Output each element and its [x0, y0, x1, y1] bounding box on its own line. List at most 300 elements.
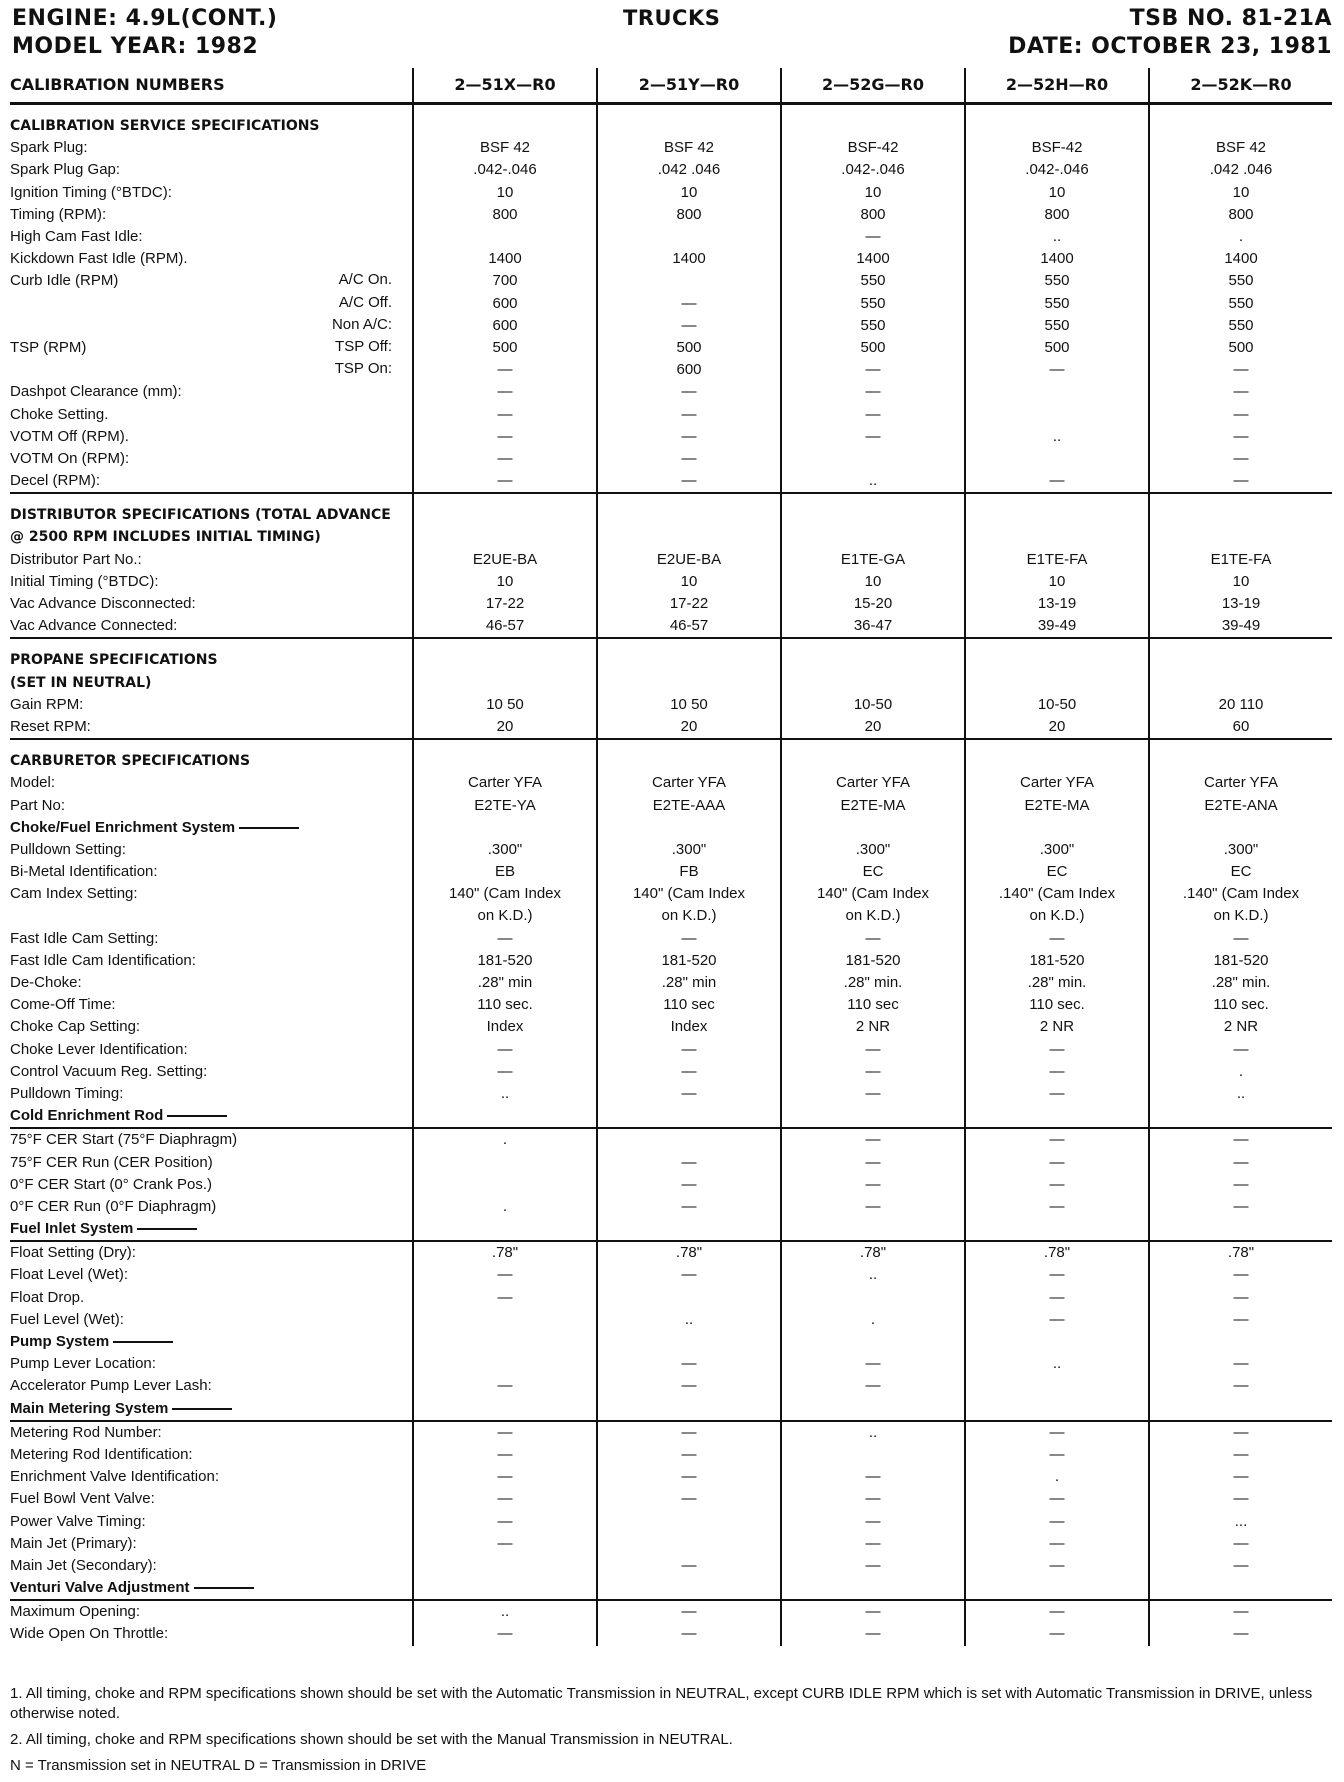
spec-value: — [965, 1287, 1149, 1309]
spec-value [413, 1309, 597, 1331]
spec-label [10, 182, 413, 204]
spec-value: — [781, 1196, 965, 1218]
spec-label-text: Distributor Part No.: [10, 550, 142, 568]
spec-value: — [965, 1510, 1149, 1532]
spec-value: — [965, 470, 1149, 493]
spec-row [10, 950, 1332, 972]
spec-row [10, 1287, 1332, 1309]
spec-value: — [413, 1039, 597, 1061]
spec-label [10, 905, 413, 927]
spec-value: — [1149, 1623, 1332, 1645]
empty-cell [413, 115, 597, 137]
spec-value: 20 110 [1149, 694, 1332, 716]
spec-value: 181-520 [597, 950, 781, 972]
spec-label-text: 0°F CER Start (0° Crank Pos.) [10, 1175, 213, 1193]
spec-value: — [965, 1264, 1149, 1286]
subsection-row [10, 1577, 1332, 1600]
spec-value: — [1149, 359, 1332, 381]
spec-label [10, 1105, 413, 1128]
empty-cell [1149, 817, 1332, 839]
empty-cell [597, 672, 781, 694]
empty-cell [597, 817, 781, 839]
spec-row [10, 359, 1332, 381]
divider-cell [1149, 104, 1332, 116]
center-title: TRUCKS [623, 6, 721, 30]
spec-label [10, 1083, 413, 1105]
spec-value: — [781, 1533, 965, 1555]
empty-cell [597, 1105, 781, 1128]
empty-cell [1149, 1331, 1332, 1353]
empty-cell [1149, 672, 1332, 694]
spec-value: 10 [413, 571, 597, 593]
spec-sublabel: TSP Off: [335, 337, 392, 355]
subsection-title: Pump System [10, 1333, 110, 1351]
spec-label [10, 593, 413, 615]
spec-value: — [965, 359, 1149, 381]
spec-label [10, 1331, 413, 1353]
spec-value: .28" min. [1149, 972, 1332, 994]
spec-value: 110 sec [597, 994, 781, 1016]
spec-value: — [597, 426, 781, 448]
spec-value: — [781, 1623, 965, 1645]
spec-row [10, 1533, 1332, 1555]
spec-label [10, 1577, 413, 1600]
spec-value: 550 [965, 315, 1149, 337]
spec-value: — [597, 1375, 781, 1397]
spec-label-text: 0°F CER Run (0°F Diaphragm) [10, 1197, 217, 1215]
spec-label-text: Spark Plug Gap: [10, 161, 121, 179]
spec-value: 550 [1149, 293, 1332, 315]
spec-row [10, 593, 1332, 615]
spec-label [10, 1218, 413, 1241]
section-title: DISTRIBUTOR SPECIFICATIONS (TOTAL ADVANCE [10, 507, 391, 524]
divider-cell [413, 739, 597, 750]
spec-value: — [413, 1488, 597, 1510]
spec-row [10, 426, 1332, 448]
empty-cell [597, 1218, 781, 1241]
spec-row [10, 839, 1332, 861]
spec-sublabel: Non A/C: [331, 315, 392, 333]
spec-label [10, 1488, 413, 1510]
spec-value: .. [413, 1083, 597, 1105]
spec-value: — [781, 359, 965, 381]
spec-label [10, 359, 413, 381]
spec-label [10, 1196, 413, 1218]
empty-cell [781, 750, 965, 772]
spec-value: — [965, 1488, 1149, 1510]
spec-value: . [1149, 1061, 1332, 1083]
spec-value: on K.D.) [1149, 905, 1332, 927]
spec-value: 800 [965, 204, 1149, 226]
spec-value: .300" [965, 839, 1149, 861]
spec-row [10, 994, 1332, 1016]
spec-value: .140" (Cam Index [965, 883, 1149, 905]
spec-value: Carter YFA [597, 772, 781, 794]
spec-value: — [781, 1174, 965, 1196]
empty-cell [597, 526, 781, 548]
spec-label [10, 159, 413, 181]
spec-value: .140" (Cam Index [1149, 883, 1332, 905]
spec-row [10, 1083, 1332, 1105]
spec-row [10, 571, 1332, 593]
empty-cell [781, 672, 965, 694]
divider-cell [597, 739, 781, 750]
spec-value: .78" [597, 1241, 781, 1264]
spec-value: 550 [965, 270, 1149, 292]
spec-row [10, 1039, 1332, 1061]
spec-label [10, 315, 413, 337]
empty-cell [413, 1398, 597, 1421]
spec-value: E1TE-GA [781, 549, 965, 571]
spec-label-text: Gain RPM: [10, 695, 84, 713]
spec-value: 140" (Cam Index [413, 883, 597, 905]
spec-label-text: Enrichment Valve Identification: [10, 1468, 219, 1486]
spec-label [10, 1398, 413, 1421]
spec-value: — [597, 1444, 781, 1466]
spec-value: . [781, 1309, 965, 1331]
spec-value: .. [965, 426, 1149, 448]
spec-value: EC [1149, 861, 1332, 883]
spec-label [10, 1309, 413, 1331]
spec-value: BSF 42 [597, 137, 781, 159]
spec-label-text: Pump Lever Location: [10, 1355, 156, 1373]
spec-value: — [1149, 1466, 1332, 1488]
spec-label [10, 928, 413, 950]
spec-value: — [965, 1083, 1149, 1105]
empty-cell [597, 649, 781, 671]
spec-value: BSF-42 [965, 137, 1149, 159]
spec-value [597, 1287, 781, 1309]
spec-label-text: Pulldown Timing: [10, 1084, 124, 1102]
divider-cell [10, 638, 413, 649]
subsection-title: Venturi Valve Adjustment [10, 1579, 190, 1597]
spec-label [10, 1174, 413, 1196]
spec-value: — [597, 1623, 781, 1645]
spec-label-text: Choke Setting. [10, 405, 109, 423]
spec-label [10, 1151, 413, 1173]
empty-cell [965, 1331, 1149, 1353]
spec-value: Carter YFA [413, 772, 597, 794]
spec-value: 10 [965, 571, 1149, 593]
spec-value: 17-22 [413, 593, 597, 615]
spec-value [965, 1375, 1149, 1397]
spec-value: — [781, 226, 965, 248]
spec-value: — [965, 1196, 1149, 1218]
spec-label-text: TSP (RPM) [10, 338, 87, 356]
spec-value: 10 [1149, 182, 1332, 204]
section-heading-row [10, 750, 1332, 772]
empty-cell [597, 504, 781, 526]
spec-value: E2TE-YA [413, 794, 597, 816]
calibration-column-header: 2—52H—R0 [965, 68, 1149, 104]
divider-cell [965, 493, 1149, 504]
spec-value: — [413, 470, 597, 493]
subsection-row [10, 1105, 1332, 1128]
empty-cell [1149, 649, 1332, 671]
spec-value: 10 [781, 571, 965, 593]
spec-value: E2TE-MA [965, 794, 1149, 816]
spec-label [10, 1533, 413, 1555]
spec-value: — [781, 1061, 965, 1083]
spec-label [10, 994, 413, 1016]
empty-cell [781, 115, 965, 137]
empty-cell [781, 1105, 965, 1128]
spec-row [10, 1600, 1332, 1623]
spec-label [10, 1128, 413, 1151]
empty-cell [413, 817, 597, 839]
spec-label-text: Accelerator Pump Lever Lash: [10, 1377, 212, 1395]
spec-label [10, 1375, 413, 1397]
spec-value: 600 [597, 359, 781, 381]
spec-row [10, 615, 1332, 638]
spec-value: — [1149, 1533, 1332, 1555]
spec-value: — [597, 448, 781, 470]
spec-value: — [413, 928, 597, 950]
spec-value: 10 50 [413, 694, 597, 716]
spec-value: 39-49 [965, 615, 1149, 638]
spec-value: .78" [965, 1241, 1149, 1264]
spec-label [10, 1421, 413, 1444]
footnote-legend: N = Transmission set in NEUTRAL D = Transmission in DRIVE [10, 1757, 427, 1774]
spec-value: — [597, 1061, 781, 1083]
divider-cell [597, 104, 781, 116]
spec-value: .. [965, 226, 1149, 248]
spec-label-text: VOTM On (RPM): [10, 449, 130, 467]
spec-value: — [597, 1353, 781, 1375]
spec-label-text: Main Jet (Secondary): [10, 1556, 157, 1574]
spec-value: 110 sec. [413, 994, 597, 1016]
spec-value: — [1149, 1196, 1332, 1218]
spec-value: — [597, 1421, 781, 1444]
spec-value: .300" [781, 839, 965, 861]
spec-label-text: Kickdown Fast Idle (RPM). [10, 250, 188, 268]
spec-value: 36-47 [781, 615, 965, 638]
spec-value: .042-.046 [413, 159, 597, 181]
subsection-rule [239, 827, 299, 829]
spec-value: E1TE-FA [965, 549, 1149, 571]
spec-label-text: Fast Idle Cam Setting: [10, 929, 159, 947]
spec-label-text: Timing (RPM): [10, 205, 107, 223]
spec-value: 10 [597, 182, 781, 204]
spec-label [10, 1061, 413, 1083]
spec-label [10, 817, 413, 839]
subsection-rule [113, 1341, 173, 1343]
empty-cell [413, 750, 597, 772]
subsection-title: Fuel Inlet System [10, 1220, 134, 1238]
spec-value: 15-20 [781, 593, 965, 615]
spec-row [10, 293, 1332, 315]
spec-value: . [965, 1466, 1149, 1488]
empty-cell [781, 817, 965, 839]
divider-cell [965, 739, 1149, 750]
spec-row [10, 1353, 1332, 1375]
spec-value: E2TE-MA [781, 794, 965, 816]
spec-value: 1400 [597, 248, 781, 270]
spec-value: 800 [597, 204, 781, 226]
spec-label-text: Power Valve Timing: [10, 1512, 146, 1530]
spec-value: 550 [965, 293, 1149, 315]
divider-cell [1149, 493, 1332, 504]
spec-value: 700 [413, 270, 597, 292]
spec-label [10, 1623, 413, 1645]
spec-value: 800 [781, 204, 965, 226]
spec-value: .78" [781, 1241, 965, 1264]
section-title: CARBURETOR SPECIFICATIONS [10, 753, 251, 770]
spec-value: 20 [965, 716, 1149, 739]
spec-value: — [597, 381, 781, 403]
spec-value: — [1149, 1488, 1332, 1510]
spec-value: 110 sec [781, 994, 965, 1016]
spec-value: .28" min [413, 972, 597, 994]
spec-value [781, 1287, 965, 1309]
model-year-label: MODEL YEAR: 1982 [12, 34, 259, 59]
spec-label [10, 1353, 413, 1375]
spec-value: — [781, 403, 965, 425]
spec-value: — [597, 1488, 781, 1510]
spec-sublabel: TSP On: [334, 360, 392, 378]
spec-value: — [965, 1061, 1149, 1083]
empty-cell [781, 1218, 965, 1241]
spec-row [10, 204, 1332, 226]
footnotes [10, 1684, 1330, 1782]
spec-value: 600 [413, 293, 597, 315]
spec-label [10, 1287, 413, 1309]
divider-cell [413, 104, 597, 116]
spec-value: 500 [597, 337, 781, 359]
empty-cell [965, 1577, 1149, 1600]
subsection-row [10, 817, 1332, 839]
spec-value: 20 [413, 716, 597, 739]
spec-sublabel: A/C On. [338, 271, 392, 289]
spec-label-text: Cam Index Setting: [10, 885, 138, 903]
spec-value: 1400 [781, 248, 965, 270]
spec-value: — [781, 426, 965, 448]
spec-value: 110 sec. [1149, 994, 1332, 1016]
empty-cell [781, 526, 965, 548]
spec-value: — [781, 1488, 965, 1510]
spec-value: — [597, 403, 781, 425]
spec-value: — [1149, 1039, 1332, 1061]
spec-row [10, 270, 1332, 292]
spec-label [10, 137, 413, 159]
divider-cell [413, 638, 597, 649]
section-heading-row [10, 115, 1332, 137]
spec-row [10, 772, 1332, 794]
spec-value: — [781, 1353, 965, 1375]
empty-cell [413, 1105, 597, 1128]
spec-label [10, 772, 413, 794]
spec-label-text: VOTM Off (RPM). [10, 427, 129, 445]
empty-cell [1149, 1105, 1332, 1128]
spec-value: 500 [1149, 337, 1332, 359]
spec-value: 181-520 [965, 950, 1149, 972]
section-title: (SET IN NEUTRAL) [10, 674, 152, 691]
calibration-column-header: 2—52G—R0 [781, 68, 965, 104]
spec-row [10, 1623, 1332, 1645]
spec-value: BSF 42 [1149, 137, 1332, 159]
spec-label [10, 861, 413, 883]
spec-row [10, 794, 1332, 816]
spec-value: — [413, 1264, 597, 1286]
spec-value: BSF-42 [781, 137, 965, 159]
empty-cell [413, 1218, 597, 1241]
empty-cell [1149, 1398, 1332, 1421]
empty-cell [965, 1398, 1149, 1421]
spec-value: 1400 [413, 248, 597, 270]
section-divider [10, 739, 1332, 750]
spec-value: .300" [1149, 839, 1332, 861]
spec-row [10, 1016, 1332, 1038]
spec-value [413, 1353, 597, 1375]
empty-cell [965, 672, 1149, 694]
spec-value: — [413, 403, 597, 425]
spec-row [10, 1174, 1332, 1196]
spec-label-text: Choke Lever Identification: [10, 1040, 188, 1058]
divider-cell [597, 493, 781, 504]
calibration-column-header: 2—51Y—R0 [597, 68, 781, 104]
spec-value: 181-520 [1149, 950, 1332, 972]
spec-value [597, 270, 781, 292]
spec-value: 181-520 [413, 950, 597, 972]
spec-value: 1400 [1149, 248, 1332, 270]
spec-value: 140" (Cam Index [597, 883, 781, 905]
spec-value: — [1149, 1287, 1332, 1309]
spec-label [10, 794, 413, 816]
spec-value: 46-57 [597, 615, 781, 638]
subsection-rule [137, 1228, 197, 1230]
spec-value: — [965, 1128, 1149, 1151]
spec-value: — [965, 1623, 1149, 1645]
footnote: 2. All timing, choke and RPM specifications shown should be set with the Manual Transmission in NEUTRAL. [10, 1731, 733, 1748]
spec-value: 550 [1149, 315, 1332, 337]
divider-cell [10, 104, 413, 116]
spec-value: — [597, 1039, 781, 1061]
spec-value: — [1149, 1264, 1332, 1286]
spec-value [413, 1151, 597, 1173]
spec-row [10, 1264, 1332, 1286]
spec-value: 550 [781, 315, 965, 337]
spec-value: — [597, 1196, 781, 1218]
spec-row [10, 1555, 1332, 1577]
spec-label-text: Float Drop. [10, 1288, 85, 1306]
divider-cell [781, 638, 965, 649]
spec-label-text: Vac Advance Disconnected: [10, 595, 196, 613]
spec-row [10, 315, 1332, 337]
spec-label-text: Vac Advance Connected: [10, 617, 178, 635]
divider-cell [1149, 638, 1332, 649]
empty-cell [1149, 1218, 1332, 1241]
spec-row [10, 1241, 1332, 1264]
spec-label-text: Spark Plug: [10, 139, 88, 157]
spec-value: — [413, 1287, 597, 1309]
spec-value: — [781, 381, 965, 403]
spec-row [10, 716, 1332, 739]
spec-value: — [965, 1444, 1149, 1466]
spec-value: .28" min [597, 972, 781, 994]
spec-value: 500 [781, 337, 965, 359]
empty-cell [413, 1331, 597, 1353]
spec-value [965, 403, 1149, 425]
spec-label [10, 972, 413, 994]
spec-value: — [1149, 1128, 1332, 1151]
spec-value: — [597, 315, 781, 337]
spec-value: — [1149, 448, 1332, 470]
spec-value: E1TE-FA [1149, 549, 1332, 571]
spec-label-text: Bi-Metal Identification: [10, 863, 158, 881]
spec-value: on K.D.) [781, 905, 965, 927]
subsection-title: Cold Enrichment Rod [10, 1107, 164, 1125]
spec-label-text: Maximum Opening: [10, 1603, 141, 1621]
